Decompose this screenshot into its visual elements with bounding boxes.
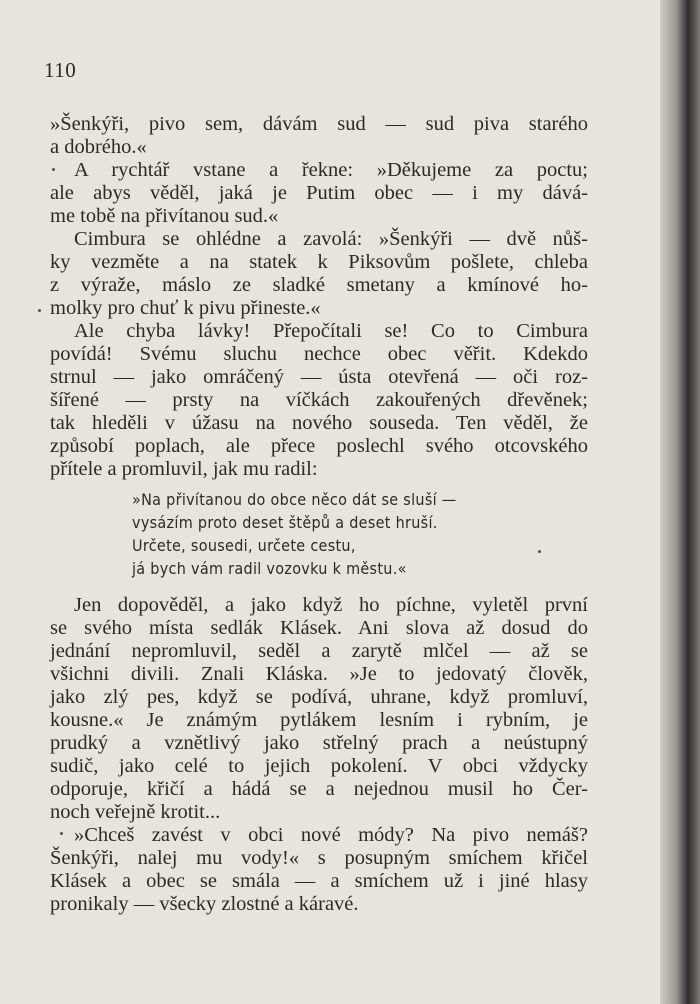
text-line: me tobě na přivítanou sud.«: [50, 205, 279, 227]
text-line: Klásek a obec se smála — a smíchem už i jiné hlasy: [50, 870, 588, 892]
text-line: se svého místa sedlák Klásek. Ani slova až dosud do: [50, 617, 588, 639]
text-line: noch veřejně krotit...: [50, 801, 221, 823]
text-line: »Šenkýři, pivo sem, dávám sud — sud piva starého: [50, 113, 588, 135]
verse-line: vysázím proto deset štěpů a deset hruší.: [132, 513, 438, 532]
text-line: strnul — jako omráčený — ústa otevřená — oči roz-: [50, 366, 588, 388]
text-line: sudič, jako celé to jejich pokolení. V obci vždycky: [50, 755, 588, 777]
text-line: z výraže, máslo ze sladké smetany a kmínové ho-: [50, 274, 588, 296]
text-line: odporuje, křičí a hádá se a nejednou musil ho Čer-: [50, 778, 588, 800]
book-spine-shadow: [660, 0, 700, 1004]
text-line: jako zlý pes, když se podívá, uhrane, když promluví,: [50, 686, 588, 708]
text-line: kousne.« Je známým pytlákem lesním i rybním, je: [50, 709, 588, 731]
text-line: prudký a vznětlivý jako střelný prach a neústupný: [50, 732, 588, 754]
text-line: Šenkýři, nalej mu vody!« s posupným smíchem křičel: [50, 847, 588, 869]
text-line: ky vezměte a na statek k Piksovům pošlete, chleba: [50, 251, 588, 273]
ink-speck: [38, 309, 41, 312]
verse-line: já bych vám radil vozovku k městu.«: [132, 559, 407, 578]
text-line: a dobrého.«: [50, 136, 147, 158]
verse-line: »Na přivítanou do obce něco dát se sluší —: [132, 490, 457, 509]
text-line: Jen dopověděl, a jako když ho píchne, vyletěl první: [74, 594, 588, 616]
text-line: tak hleděli v úžasu na nového souseda. Ten věděl, že: [50, 412, 588, 434]
text-line: pronikaly — všecky zlostné a káravé.: [50, 893, 359, 915]
text-line: Ale chyba lávky! Přepočítali se! Co to Cimbura: [74, 320, 588, 342]
text-line: povídá! Svému sluchu nechce obec věřit. Kdekdo: [50, 343, 588, 365]
ink-speck: [52, 168, 55, 171]
text-line: molky pro chuť k pivu přineste.«: [50, 297, 321, 319]
text-line: šířené — prsty na víčkách zakouřených dřevěnek;: [50, 389, 588, 411]
verse-line: Určete, sousedi, určete cestu,: [132, 536, 356, 555]
text-line: Cimbura se ohlédne a zavolá: »Šenkýři — dvě nůš-: [74, 228, 588, 250]
page-number: 110: [44, 58, 77, 82]
text-line: jednání nepromluvil, seděl a zarytě mlčel — až se: [50, 640, 588, 662]
ink-speck: [538, 550, 541, 553]
text-line: přítele a promluvil, jak mu radil:: [50, 458, 318, 480]
text-line: všichni divili. Znali Kláska. »Je to jedovatý člověk,: [50, 663, 588, 685]
ink-speck: [60, 832, 63, 835]
text-line: A rychtář vstane a řekne: »Děkujeme za poctu;: [74, 159, 588, 181]
text-line: »Chceš zavést v obci nové módy? Na pivo nemáš?: [74, 824, 588, 846]
text-line: ale abys věděl, jaká je Putim obec — i my dává-: [50, 182, 588, 204]
text-line: způsobí poplach, ale přece poslechl svého otcovského: [50, 435, 588, 457]
